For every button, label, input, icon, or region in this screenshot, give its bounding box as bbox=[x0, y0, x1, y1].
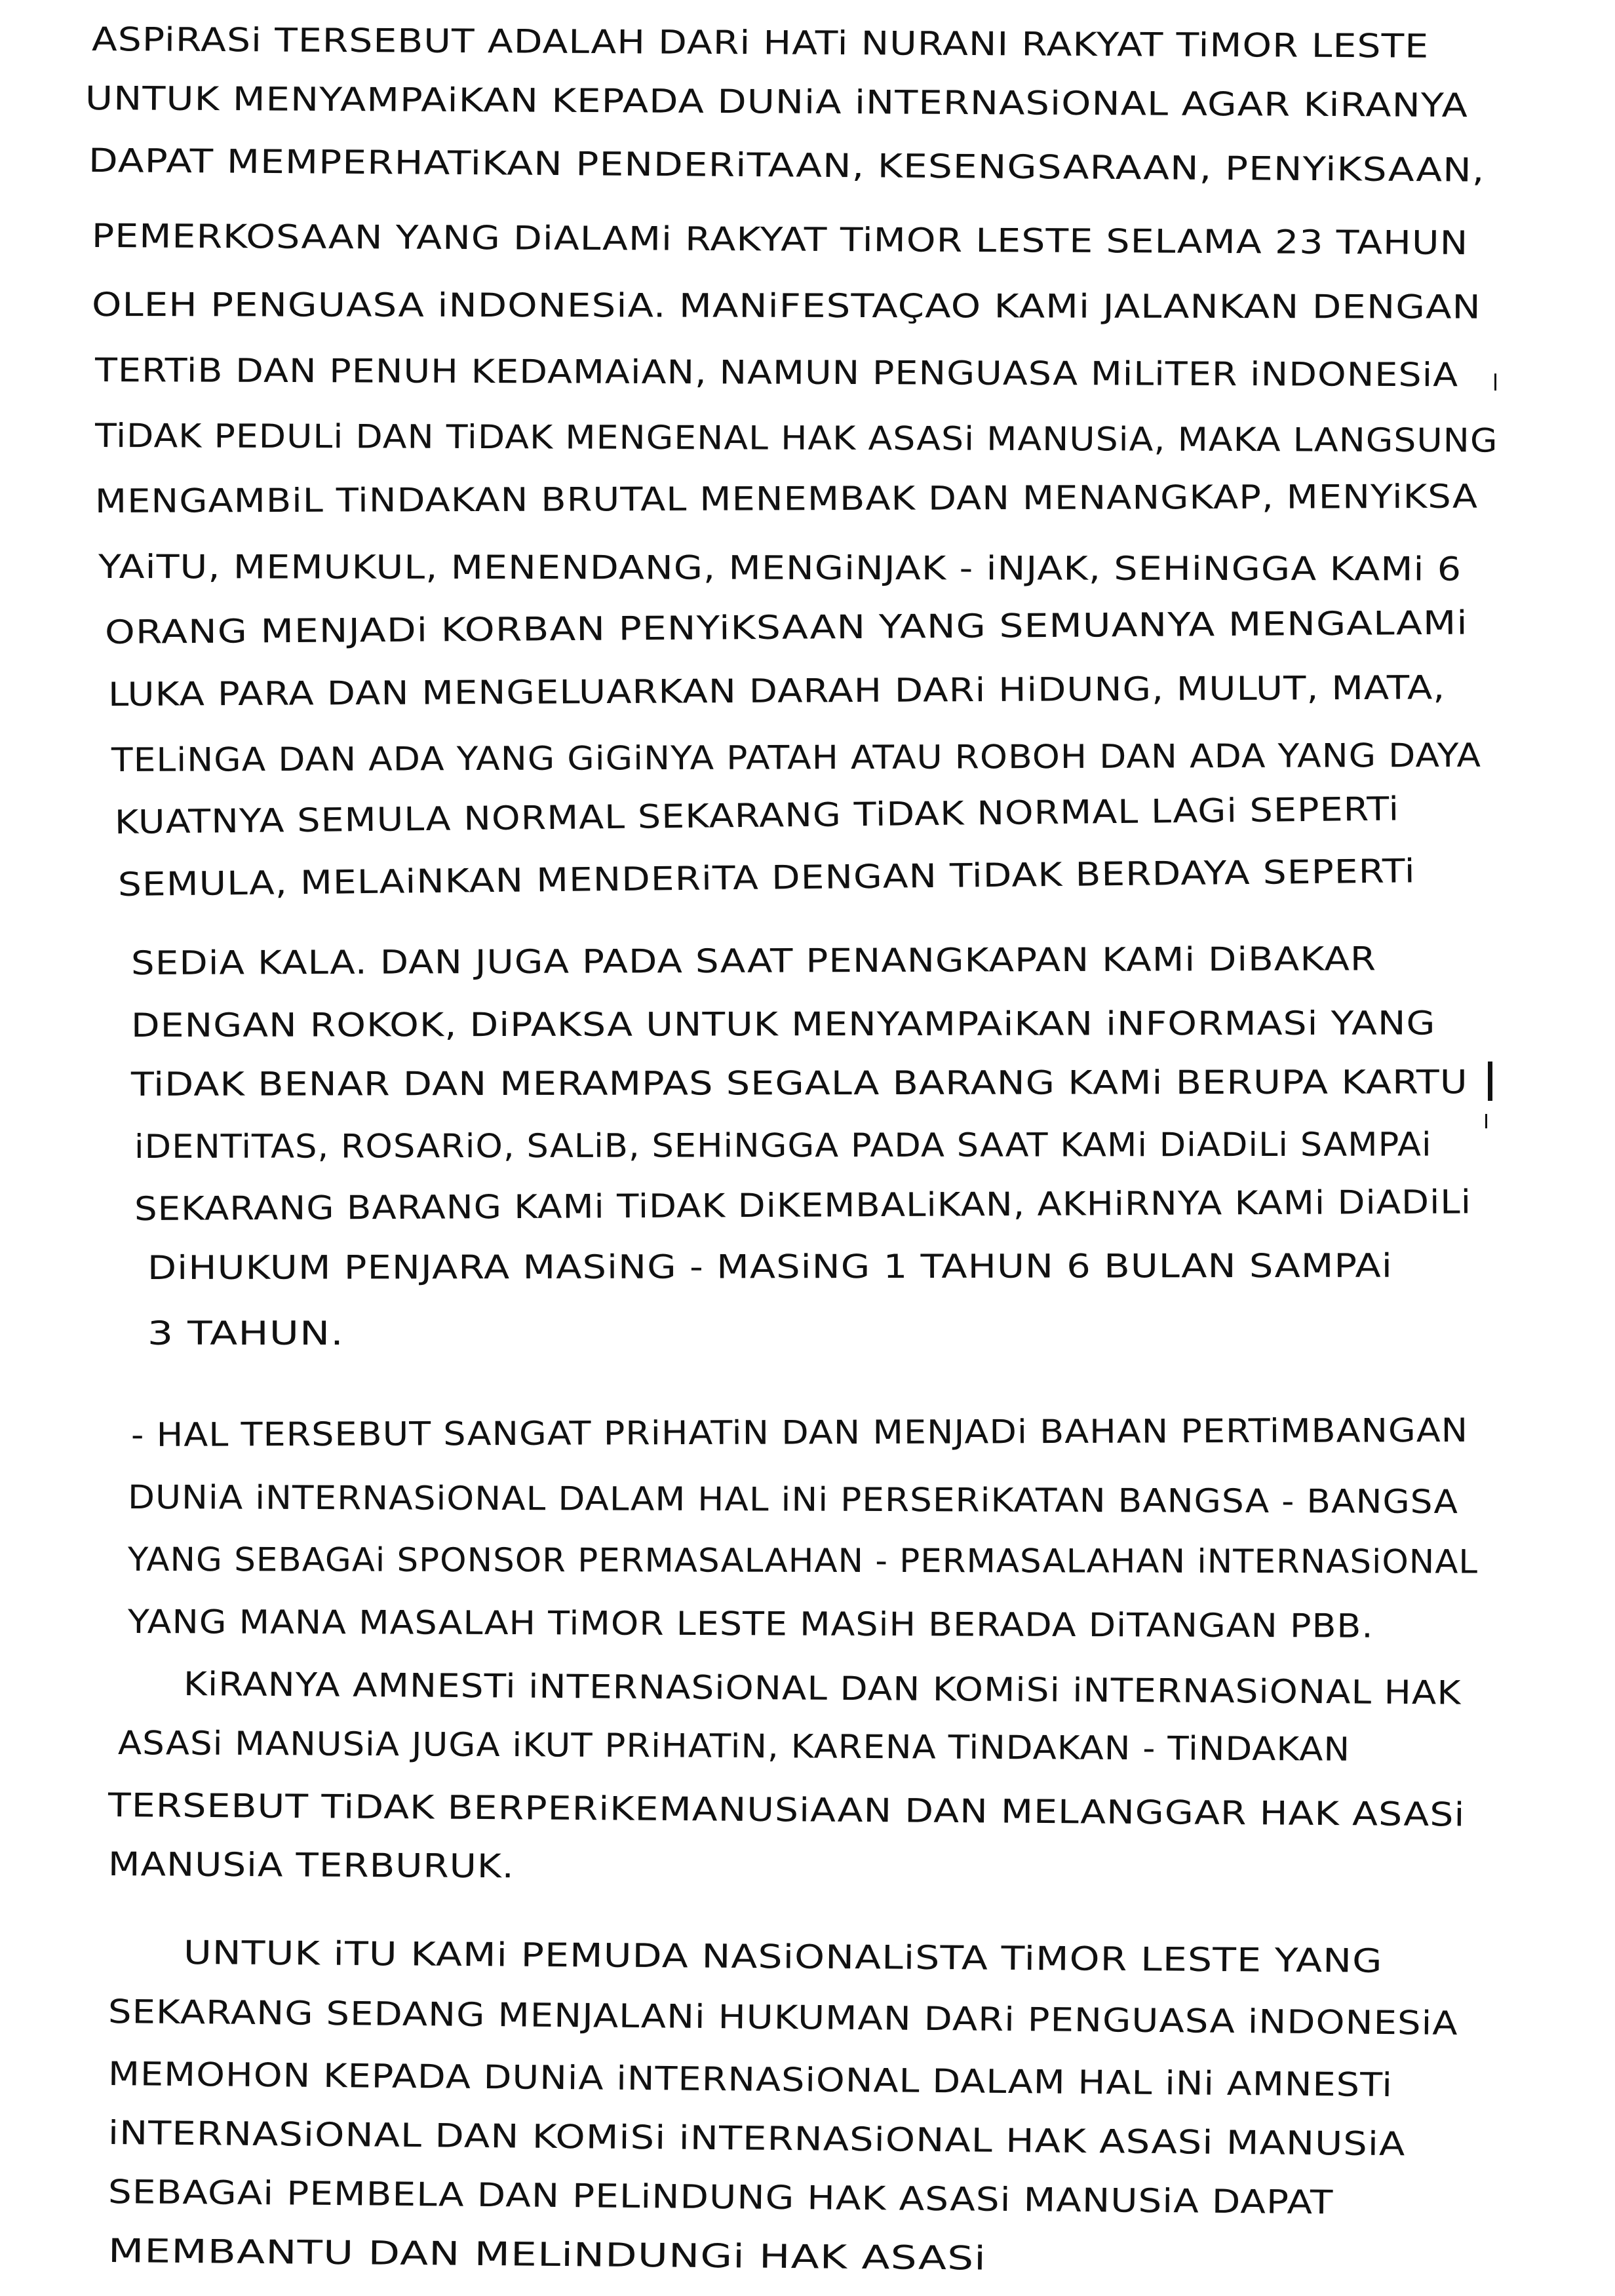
text-line-9: YAiTU, MEMUKUL, MENENDANG, MENGiNJAK - iNJAK, SEHiNGGA KAMi 6 bbox=[98, 548, 1462, 588]
text-line-28: TERSEBUT TiDAK BERPERiKEMANUSiAAN DAN MELANGGAR HAK ASASi bbox=[107, 1786, 1466, 1834]
text-line-29: MANUSiA TERBURUK. bbox=[107, 1845, 515, 1886]
text-line-15: SEDiA KALA. DAN JUGA PADA SAAT PENANGKAPAN KAMi DiBAKAR bbox=[130, 940, 1377, 982]
text-line-31: SEKARANG SEDANG MENJALANi HUKUMAN DARi PENGUASA iNDONESiA bbox=[107, 1993, 1458, 2042]
text-line-25: YANG MANA MASALAH TiMOR LESTE MASiH BERADA DiTANGAN PBB. bbox=[127, 1603, 1374, 1645]
text-line-6: TERTiB DAN PENUH KEDAMAiAN, NAMUN PENGUASA MiLiTER iNDONESiA bbox=[94, 351, 1459, 394]
text-line-23: DUNiA iNTERNASiONAL DALAM HAL iNi PERSERiKATAN BANGSA - BANGSA bbox=[127, 1478, 1459, 1521]
text-line-35: MEMBANTU DAN MELiNDUNGi HAK ASASi bbox=[107, 2232, 987, 2278]
text-line-3: DAPAT MEMPERHATiKAN PENDERiTAAN, KESENGSARAAN, PENYiKSAAN, bbox=[88, 142, 1485, 189]
text-line-4: PEMERKOSAAN YANG DiALAMi RAKYAT TiMOR LESTE SELAMA 23 TAHUN bbox=[91, 217, 1469, 262]
text-line-20: DiHUKUM PENJARA MASiNG - MASiNG 1 TAHUN 6 BULAN SAMPAi bbox=[147, 1246, 1393, 1287]
text-line-19: SEKARANG BARANG KAMi TiDAK DiKEMBALiKAN, AKHiRNYA KAMi DiADiLi bbox=[134, 1183, 1472, 1228]
text-line-16: DENGAN ROKOK, DiPAKSA UNTUK MENYAMPAiKAN iNFORMASi YANG bbox=[130, 1004, 1436, 1044]
text-line-26: KiRANYA AMNESTi iNTERNASiONAL DAN KOMiSi iNTERNASiONAL HAK bbox=[183, 1665, 1462, 1712]
text-line-32: MEMOHON KEPADA DUNiA iNTERNASiONAL DALAM HAL iNi AMNESTi bbox=[107, 2055, 1393, 2105]
text-line-24: YANG SEBAGAi SPONSOR PERMASALAHAN - PERMASALAHAN iNTERNASiONAL bbox=[127, 1540, 1479, 1581]
scan-speck-right-middle bbox=[1488, 1062, 1492, 1101]
text-line-14: SEMULA, MELAiNKAN MENDERiTA DENGAN TiDAK BERDAYA SEPERTi bbox=[117, 852, 1416, 904]
text-line-22: - HAL TERSEBUT SANGAT PRiHATiN DAN MENJADi BAHAN PERTiMBANGAN bbox=[130, 1411, 1469, 1454]
text-line-1: ASPiRASi TERSEBUT ADALAH DARi HATi NURANI RAKYAT TiMOR LESTE bbox=[91, 20, 1430, 66]
scan-speck-right-upper bbox=[1494, 373, 1496, 391]
text-line-21: 3 TAHUN. bbox=[147, 1314, 345, 1352]
text-line-33: iNTERNASiONAL DAN KOMiSi iNTERNASiONAL HAK ASASi MANUSiA bbox=[107, 2114, 1406, 2164]
scan-speck-right-lower bbox=[1485, 1114, 1487, 1128]
text-line-8: MENGAMBiL TiNDAKAN BRUTAL MENEMBAK DAN MENANGKAP, MENYiKSA bbox=[94, 477, 1479, 520]
text-line-13: KUATNYA SEMULA NORMAL SEKARANG TiDAK NORMAL LAGi SEPERTi bbox=[114, 790, 1400, 841]
text-line-7: TiDAK PEDULi DAN TiDAK MENGENAL HAK ASASi MANUSiA, MAKA LANGSUNG bbox=[94, 417, 1498, 460]
text-line-2: UNTUK MENYAMPAiKAN KEPADA DUNiA iNTERNASiONAL AGAR KiRANYA bbox=[85, 79, 1469, 125]
text-line-10: ORANG MENJADi KORBAN PENYiKSAAN YANG SEMUANYA MENGALAMi bbox=[104, 603, 1468, 651]
text-line-5: OLEH PENGUASA iNDONESiA. MANiFESTAÇAO KAMi JALANKAN DENGAN bbox=[91, 286, 1481, 326]
text-line-18: iDENTiTAS, ROSARiO, SALiB, SEHiNGGA PADA SAAT KAMi DiADiLi SAMPAi bbox=[134, 1125, 1432, 1166]
text-line-11: LUKA PARA DAN MENGELUARKAN DARAH DARi HiDUNG, MULUT, MATA, bbox=[107, 668, 1446, 714]
text-line-27: ASASi MANUSiA JUGA iKUT PRiHATiN, KARENA TiNDAKAN - TiNDAKAN bbox=[117, 1724, 1351, 1769]
text-line-12: TELiNGA DAN ADA YANG GiGiNYA PATAH ATAU ROBOH DAN ADA YANG DAYA bbox=[111, 736, 1482, 779]
text-line-30: UNTUK iTU KAMi PEMUDA NASiONALiSTA TiMOR LESTE YANG bbox=[183, 1934, 1383, 1980]
text-line-34: SEBAGAi PEMBELA DAN PELiNDUNG HAK ASASi MANUSiA DAPAT bbox=[107, 2173, 1334, 2222]
text-line-17: TiDAK BENAR DAN MERAMPAS SEGALA BARANG KAMi BERUPA KARTU bbox=[130, 1063, 1468, 1103]
